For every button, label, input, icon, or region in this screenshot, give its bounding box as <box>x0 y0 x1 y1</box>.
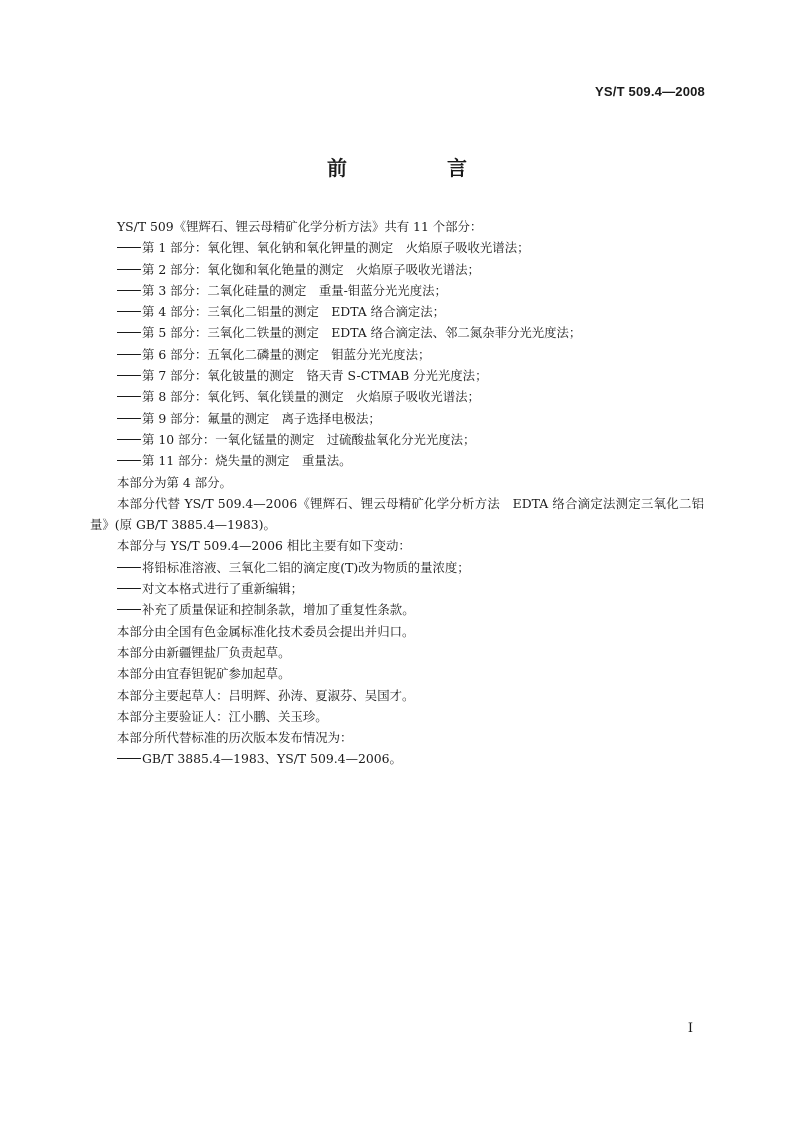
dash-mark <box>117 609 141 610</box>
part-item: 第 3 部分：二氧化硅量的测定 重量-钼蓝分光光度法； <box>90 280 704 301</box>
intro-paragraph: YS/T 509《锂辉石、锂云母精矿化学分析方法》共有 11 个部分： <box>117 219 483 234</box>
dash-mark <box>117 332 141 333</box>
drafters-paragraph: 本部分主要起草人：吕明辉、孙涛、夏淑芬、吴国才。 <box>117 687 415 703</box>
dash-mark <box>117 418 141 419</box>
dash-mark <box>117 247 141 248</box>
part-item: 第 10 部分：一氧化锰量的测定 过硫酸盐氧化分光光度法； <box>90 429 704 450</box>
replaces-paragraph: 本部分代替 YS/T 509.4—2006《锂辉石、锂云母精矿化学分析方法 EDTA 络合滴定法测定三氧化二铝量》(原 GB/T 3885.4—1983)。 <box>90 495 704 533</box>
dash-mark <box>117 290 141 291</box>
foreword-body <box>90 216 704 770</box>
part-item: 第 4 部分：三氧化二铝量的测定 EDTA 络合滴定法； <box>90 301 704 322</box>
dash-mark <box>117 269 141 270</box>
part-item: 第 5 部分：三氧化二铁量的测定 EDTA 络合滴定法、邻二氮杂菲分光光度法； <box>90 322 704 343</box>
part-item: 第 9 部分：氟量的测定 离子选择电极法； <box>90 408 704 429</box>
dash-mark <box>117 375 141 376</box>
dash-mark <box>117 311 141 312</box>
part-item: 第 6 部分：五氧化二磷量的测定 钼蓝分光光度法； <box>90 344 704 365</box>
drafted-by-paragraph: 本部分由新疆锂盐厂负责起草。 <box>117 644 291 660</box>
dash-mark <box>117 439 141 440</box>
part-item: 第 8 部分：氧化钙、氧化镁量的测定 火焰原子吸收光谱法； <box>90 386 704 407</box>
part-item: 第 7 部分：氧化铍量的测定 铬天青 S-CTMAB 分光光度法； <box>90 365 704 386</box>
change-item: 将铅标准溶液、三氧化二铝的滴定度(T)改为物质的量浓度； <box>90 557 704 578</box>
proposed-by-paragraph: 本部分由全国有色金属标准化技术委员会提出并归口。 <box>117 623 415 639</box>
dash-mark <box>117 567 141 568</box>
this-part-paragraph: 本部分为第 4 部分。 <box>117 474 232 490</box>
verifiers-paragraph: 本部分主要验证人：江小鹏、关玉珍。 <box>117 708 328 724</box>
change-item: 补充了质量保证和控制条款，增加了重复性条款。 <box>90 599 704 620</box>
history-intro-paragraph: 本部分所代替标准的历次版本发布情况为： <box>117 730 353 746</box>
history-item: GB/T 3885.4—1983、YS/T 509.4—2006。 <box>90 748 704 769</box>
part-item: 第 11 部分：烧失量的测定 重量法。 <box>90 450 704 471</box>
change-item: 对文本格式进行了重新编辑； <box>90 578 704 599</box>
page-title: 前 言 <box>327 156 507 180</box>
dash-mark <box>117 588 141 589</box>
part-item: 第 1 部分：氧化锂、氧化钠和氧化钾量的测定 火焰原子吸收光谱法； <box>90 237 704 258</box>
dash-mark <box>117 460 141 461</box>
standard-code: YS/T 509.4—2008 <box>595 84 705 99</box>
dash-mark <box>117 354 141 355</box>
dash-mark <box>117 396 141 397</box>
dash-mark <box>117 758 141 759</box>
changes-intro-paragraph: 本部分与 YS/T 509.4—2006 相比主要有如下变动： <box>117 538 411 554</box>
participated-paragraph: 本部分由宜春钽铌矿参加起草。 <box>117 666 291 682</box>
page-number: I <box>687 1021 693 1036</box>
part-item: 第 2 部分：氧化铷和氧化铯量的测定 火焰原子吸收光谱法； <box>90 259 704 280</box>
